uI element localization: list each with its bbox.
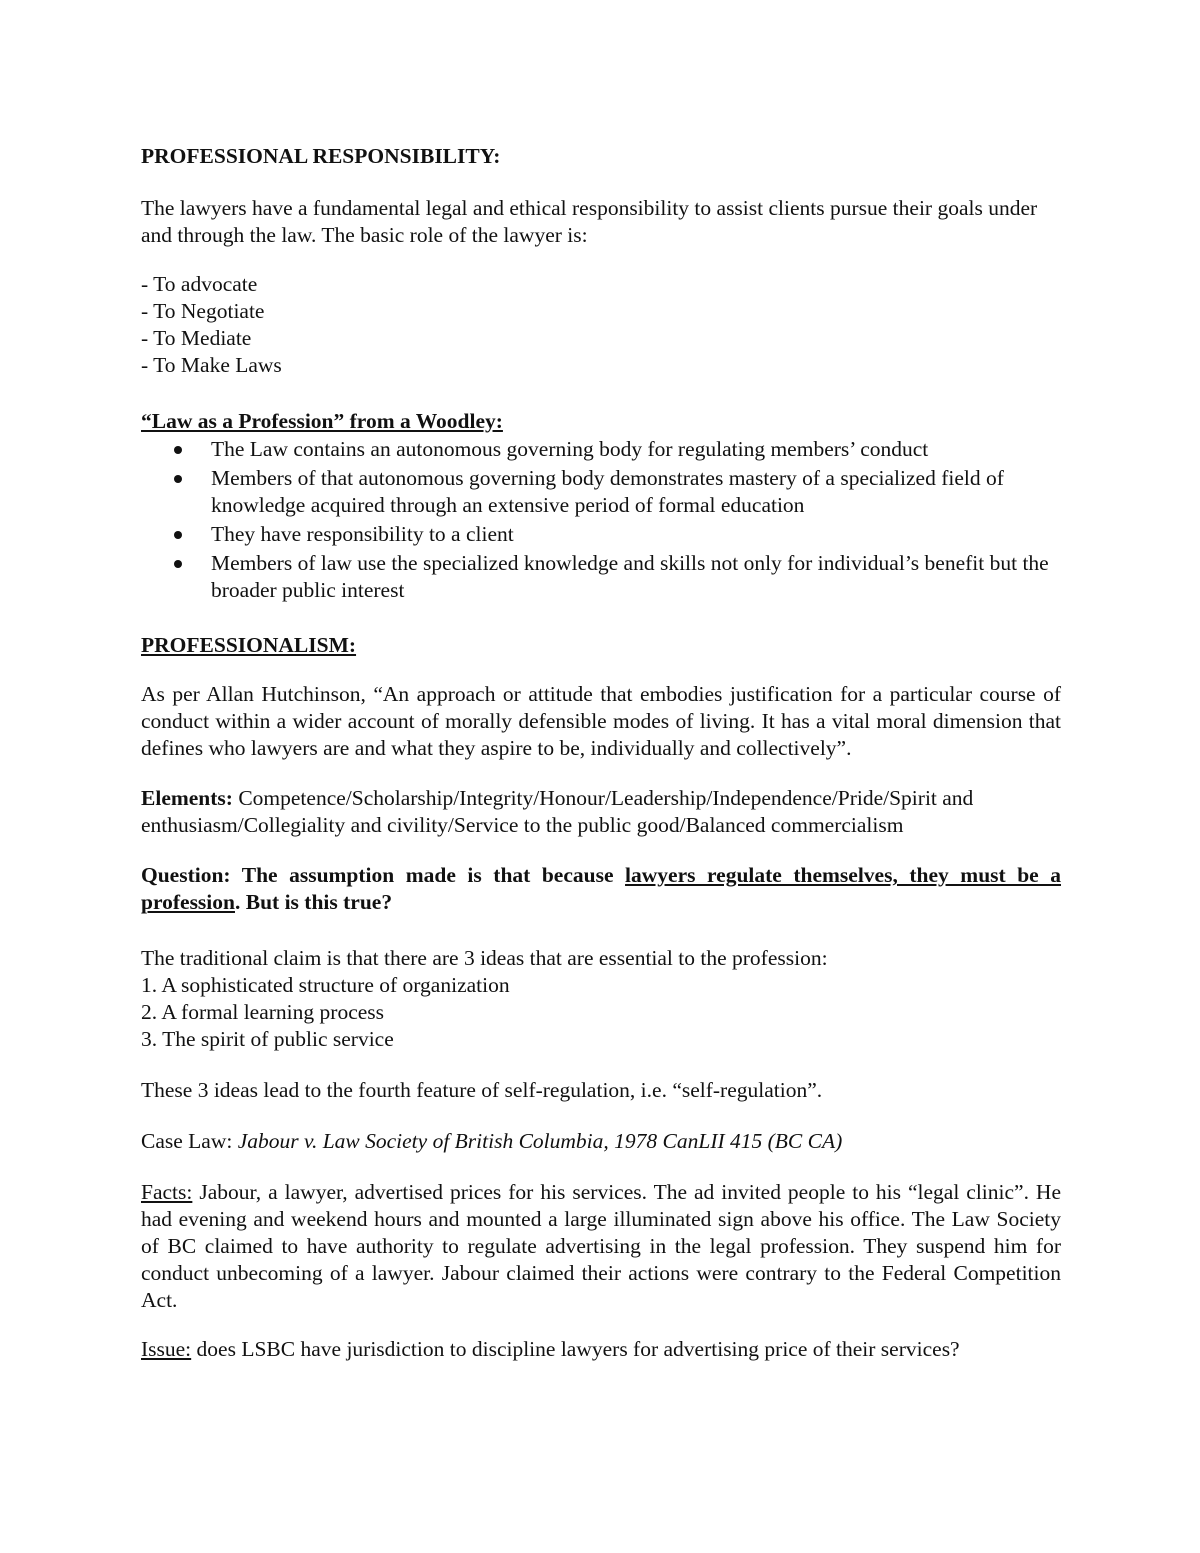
question-label: Question: The assumption made is that because [141,863,626,887]
traditional-intro: The traditional claim is that there are 3 ideas that are essential to the profession: [141,946,828,970]
question-underlined: lawyers regulate themselves, they must be a profession [141,863,1061,914]
fourth-feature-paragraph: These 3 ideas lead to the fourth feature of self-regulation, i.e. “self-regulation”. [141,1078,823,1102]
idea-item: 1. A sophisticated structure of organization [141,973,510,997]
woodley-point: They have responsibility to a client [141,521,1061,548]
question-paragraph [141,862,1061,916]
role-item: - To Negotiate [141,299,265,323]
elements-paragraph [141,785,1061,839]
woodley-point: Members of law use the specialized knowledge and skills not only for individual’s benefit but the broader public interest [141,550,1061,604]
idea-item: 2. A formal learning process [141,1000,385,1024]
case-law-citation: Jabour v. Law Society of British Columbia, 1978 CanLII 415 (BC CA) [237,1129,843,1153]
facts-text: Jabour, a lawyer, advertised prices for his services. The ad invited people to his “legal clinic”. He had evening and weekend hours and mounted a large illuminated sign above his office. The Law Society of BC claimed to have authority to regulate advertising in the legal profession. They suspend him for conduct unbecoming of a lawyer. Jabour claimed their actions were contrary to the Federal Competition Act. [141,1180,1061,1312]
hutchinson-paragraph: As per Allan Hutchinson, “An approach or attitude that embodies justification for a particular course of conduct within a wider account of morally defensible modes of living. It has a vital moral dimension that defines who lawyers are and what they aspire to be, individually and collectively”. [141,682,1061,760]
heading-professional-responsibility: PROFESSIONAL RESPONSIBILITY: [141,144,501,168]
bullet-icon [174,531,182,539]
issue-paragraph [141,1336,1061,1363]
role-item: - To advocate [141,272,258,296]
elements-label: Elements: [141,786,233,810]
facts-paragraph [141,1179,1061,1314]
role-item: - To Mediate [141,326,252,350]
woodley-point: Members of that autonomous governing body demonstrates mastery of a specialized field of knowledge acquired through an extensive period of formal education [141,465,1061,519]
bullet-icon [174,475,182,483]
woodley-points-list [141,436,1061,606]
facts-label: Facts: [141,1180,193,1204]
roles-list [141,271,1061,379]
idea-item: 3. The spirit of public service [141,1027,394,1051]
elements-text: Competence/Scholarship/Integrity/Honour/Leadership/Independence/Pride/Spirit and enthusiasm/Collegiality and civility/Service to the public good/Balanced commercialism [141,786,974,837]
case-law-line [141,1128,1061,1155]
role-item: - To Make Laws [141,353,282,377]
heading-professionalism: PROFESSIONALISM: [141,633,357,657]
issue-label: Issue: [141,1337,192,1361]
issue-text: does LSBC have jurisdiction to discipline lawyers for advertising price of their services? [191,1337,960,1361]
woodley-point: The Law contains an autonomous governing body for regulating members’ conduct [141,436,1061,463]
question-end: . But is this true? [234,890,393,914]
bullet-icon [174,446,182,454]
bullet-icon [174,560,182,568]
intro-paragraph: The lawyers have a fundamental legal and ethical responsibility to assist clients pursue their goals under and through the law. The basic role of the lawyer is: [141,196,1038,247]
woodley-heading: “Law as a Profession” from a Woodley: [141,409,503,433]
traditional-ideas-list [141,972,1061,1053]
case-law-label: Case Law: [141,1129,238,1153]
